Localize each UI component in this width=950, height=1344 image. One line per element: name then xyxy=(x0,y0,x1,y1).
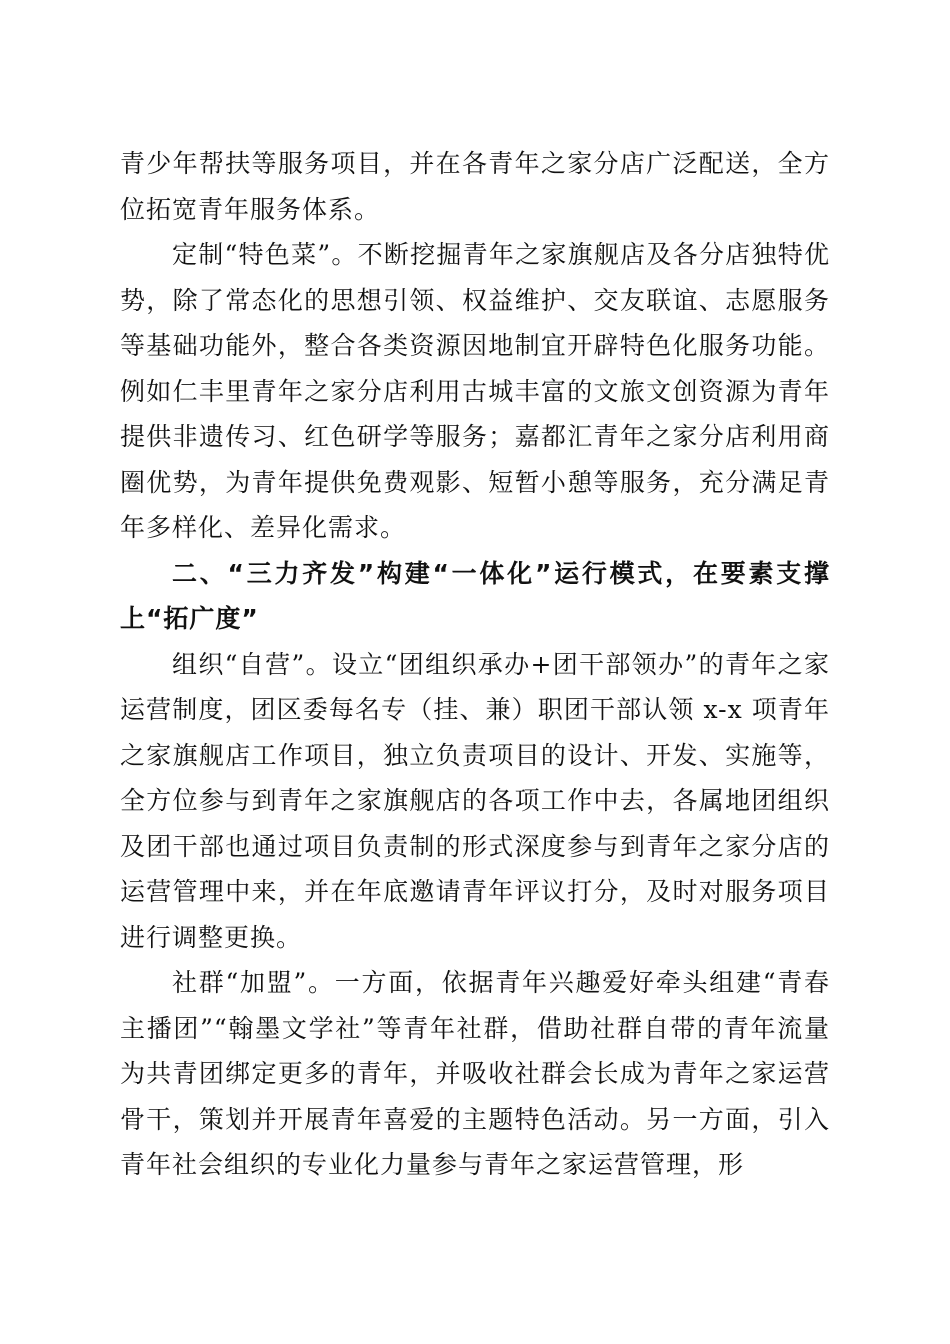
paragraph-continuation: 青少年帮扶等服务项目，并在各青年之家分店广泛配送，全方位拓宽青年服务体系。 xyxy=(120,149,830,224)
document-body xyxy=(120,141,830,1188)
paragraph-self-operation: 组织“自营”。设立“团组织承办+团干部领办”的青年之家运营制度，团区委每名专（挂、兼）职团干部认领 x-x 项青年之家旗舰店工作项目，独立负责项目的设计、开发、实施等，全方位参与到青年之家旗舰店的各项工作中去，各属地团组织及团干部也通过项目负责制的形式深度参与到青年之家分店的运营管理中来，并在年底邀请青年评议打分，及时对服务项目进行调整更换。 xyxy=(120,649,830,952)
section-heading: 二、“三力齐发”构建“一体化”运行模式，在要素支撑上“拓广度” xyxy=(120,558,830,633)
paragraph-community-join: 社群“加盟”。一方面，依据青年兴趣爱好牵头组建“青春主播团”“翰墨文学社”等青年社群，借助社群自带的青年流量为共青团绑定更多的青年，并吸收社群会长成为青年之家运营骨干，策划并开展青年喜爱的主题特色活动。另一方面，引入青年社会组织的专业化力量参与青年之家运营管理，形 xyxy=(120,968,830,1179)
paragraph-custom-specialty: 定制“特色菜”。不断挖掘青年之家旗舰店及各分店独特优势，除了常态化的思想引领、权益维护、交友联谊、志愿服务等基础功能外，整合各类资源因地制宜开辟特色化服务功能。例如仁丰里青年之家分店利用古城丰富的文旅文创资源为青年提供非遗传习、红色研学等服务；嘉都汇青年之家分店利用商圈优势，为青年提供免费观影、短暂小憩等服务，充分满足青年多样化、差异化需求。 xyxy=(120,240,830,542)
